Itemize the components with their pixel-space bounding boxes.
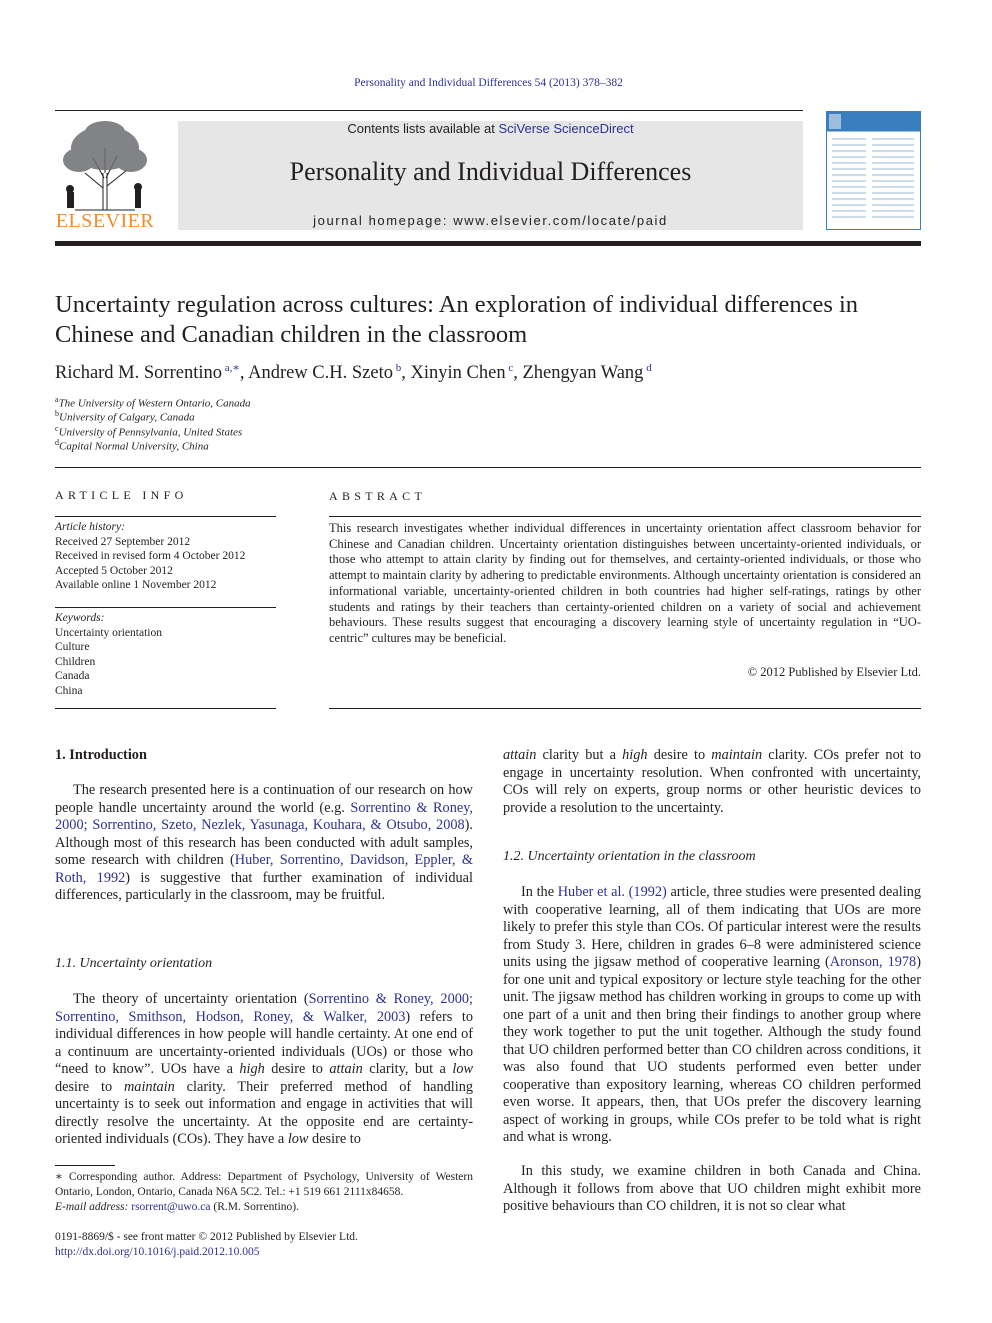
journal-cover-thumbnail[interactable] xyxy=(826,111,921,230)
text-run: desire to xyxy=(264,1061,330,1077)
text-run: ) for one unit and typical expository or lecture style teaching for the other unit. The jigsaw method has children working in groups to come up with one part of a unit and then bring their findings to another group where they work together to put the unit together. Although the study found that UO children performed better than CO children across conditions, it was also found that UO students performed even better under cooperative than expository learning, whereas CO children performed even worse. It appears, then, that UOs prefer the discovery learning aspect of working in groups, while COs prefer to be told what is right and what is wrong. xyxy=(503,954,921,1145)
abstract-heading: ABSTRACT xyxy=(329,489,427,503)
emphasized-text: high xyxy=(239,1061,265,1077)
history-label: Article history: xyxy=(55,521,125,533)
affiliation-rule xyxy=(55,467,921,468)
emphasized-text: maintain xyxy=(123,1078,175,1095)
author-name[interactable]: Andrew C.H. Szeto xyxy=(248,363,393,384)
article-info-rule-top xyxy=(55,516,276,517)
author-name[interactable]: Zhengyan Wang xyxy=(522,363,644,384)
author-name[interactable]: Richard M. Sorrentino xyxy=(55,363,222,384)
study-paragraph xyxy=(503,1163,921,1216)
email-label: E-mail address: xyxy=(55,1201,129,1213)
article-history xyxy=(55,520,276,593)
text-run: clarity but a xyxy=(536,747,623,763)
co-paragraph xyxy=(503,747,921,817)
keyword: Canada xyxy=(55,670,90,682)
author-separator: , xyxy=(239,363,249,384)
keywords-label: Keywords: xyxy=(55,612,105,624)
keyword-list xyxy=(55,626,276,699)
affiliation-d: $^d$Capital Normal University, China xyxy=(55,438,209,453)
top-rule xyxy=(55,110,803,111)
emphasized-text: attain xyxy=(329,1061,363,1077)
sciencedirect-link[interactable]: SciVerse ScienceDirect xyxy=(498,121,634,136)
abstract-text: This research investigates whether individual differences in uncertainty orientation affect classroom behavior for Chinese and Canadian children. Uncertainty orientation distinguishes between uncertainty-oriented individuals, or those who attempt to attain clarity by finding out for themselves, and certainty-oriented individuals, or those who attempt to maintain clarity by adhering to predictable environments. Although uncertainty orientation is considered an informational variable, uncertainty-oriented children in both countries had higher self-ratings, ratings by other students and ratings by their teachers than certainty-oriented children on a variety of social and achievement behaviours. These results suggest that encouraging a discovery learning style of uncertainty regulation in “UO-centric” cultures may be beneficial. xyxy=(329,521,921,645)
history-entry: Received in revised form 4 October 2012 xyxy=(55,550,246,562)
text-run: In the xyxy=(521,884,558,900)
article-info-heading: ARTICLE INFO xyxy=(55,488,188,502)
emphasized-text: low xyxy=(452,1061,474,1077)
citation-link[interactable]: Sorrentino & Roney, 2000; Sorrentino, Szeto, Nezlek, Yasunaga, Kouhara, & Otsubo, 2008 xyxy=(55,799,473,833)
author-affiliation-marker[interactable]: b xyxy=(393,362,402,374)
footnote-rule xyxy=(55,1165,115,1166)
text-run: ) refers to individual differences in how people will handle certainty. At one end of a continuum are uncertainty-oriented individuals (UOs) or those who “need to know”. UOs have a xyxy=(55,1008,473,1077)
author-affiliation-marker[interactable]: d xyxy=(643,362,652,374)
doi-link[interactable]: http://dx.doi.org/10.1016/j.paid.2012.10.005 xyxy=(55,1246,260,1258)
running-head[interactable]: Personality and Individual Differences 54 (2013) 378–382 xyxy=(354,77,623,89)
keyword: China xyxy=(55,684,83,697)
text-run: desire to xyxy=(55,1078,124,1095)
section-1-1-heading: 1.1. Uncertainty orientation xyxy=(55,956,213,971)
text-run: The theory of uncertainty orientation ( xyxy=(73,991,309,1007)
text-run: The research presented here is a continuation of our research on how people handle uncertainty around the world (e.g. xyxy=(55,782,473,816)
history-entry: Received 27 September 2012 xyxy=(55,535,191,548)
emphasized-text: low xyxy=(287,1131,309,1147)
issn-line: 0191-8869/$ - see front matter © 2012 Published by Elsevier Ltd. xyxy=(55,1231,358,1243)
classroom-paragraph xyxy=(503,884,921,1147)
history-list xyxy=(55,535,276,593)
author-separator: , xyxy=(401,363,411,384)
keyword: Culture xyxy=(55,641,90,653)
footnote-text: Corresponding author. Address: Department of Psychology, University of Western Ontario, London, Ontario, Canada N6A 5C2. Tel.: +1 519 661 2111x84658. xyxy=(55,1171,473,1198)
text-run: In this study, we examine children in both Canada and China. Although it follows from above that UO children might exhibit more positive behaviours than CO children, it is not so clear what xyxy=(503,1163,921,1214)
elsevier-wordmark: ELSEVIER xyxy=(55,210,155,232)
author-separator: , xyxy=(513,363,523,384)
text-run: clarity. Their preferred method of handling uncertainty is to seek out information and engage in activities that will directly resolve the uncertainty. At the opposite end are certainty-oriented individuals (COs). They have a xyxy=(55,1078,474,1147)
abstract-rule-top xyxy=(329,516,921,517)
article-info-rule-mid xyxy=(55,607,276,608)
journal-homepage[interactable]: journal homepage: www.elsevier.com/locate/paid xyxy=(313,213,668,228)
emphasized-text: maintain xyxy=(711,747,763,763)
email-suffix: (R.M. Sorrentino). xyxy=(210,1201,299,1213)
citation-link[interactable]: Aronson, 1978 xyxy=(829,954,917,970)
contents-line xyxy=(178,121,803,136)
section-1-2-heading: 1.2. Uncertainty orientation in the classroom xyxy=(503,849,756,864)
text-run: desire to xyxy=(308,1131,361,1147)
front-matter xyxy=(55,1230,358,1260)
abstract-rule-bottom xyxy=(329,708,921,709)
affiliation-b: $^b$University of Calgary, Canada xyxy=(55,409,195,424)
text-run: article, three studies were presented dealing with cooperative learning, all of them indicating that UOs are more likely to prefer this style than COs. Of particular interest were the results from Study 3. Here, children in grades 6–8 were administered science units using the jigsaw method of cooperative learning ( xyxy=(503,884,921,970)
author-affiliation-marker[interactable]: a,∗ xyxy=(222,362,240,374)
emphasized-text: high xyxy=(622,747,648,763)
article-title: Uncertainty regulation across cultures: An exploration of individual differences in Chinese and Canadian children in the classroom xyxy=(55,291,859,348)
emphasized-text: attain xyxy=(503,747,537,763)
history-entry: Accepted 5 October 2012 xyxy=(55,564,173,577)
affiliation-a: $^a$The University of Western Ontario, Canada xyxy=(55,395,251,410)
text-run: ) is suggestive that further examination of individual differences, particularly in the classroom, may be fruitful. xyxy=(55,869,473,903)
citation-link[interactable]: Sorrentino & Roney, 2000; Sorrentino, Smithson, Hodson, Roney, & Walker, 2003 xyxy=(55,991,473,1025)
abstract-copyright: © 2012 Published by Elsevier Ltd. xyxy=(747,665,921,679)
corresponding-author-footnote xyxy=(55,1170,473,1215)
text-run: clarity, but a xyxy=(362,1061,453,1077)
keywords-block xyxy=(55,611,276,698)
author-list xyxy=(55,361,935,384)
keyword: Uncertainty orientation xyxy=(55,626,162,639)
journal-name: Personality and Individual Differences xyxy=(289,157,692,186)
article-info-rule-bottom xyxy=(55,708,276,709)
text-run: clarity. COs prefer not to engage in uncertainty resolution. When confronted with uncertainty, COs will rely on experts, group norms or other heuristic devices to provide a resolution to the uncertainty. xyxy=(503,747,921,816)
author-affiliation-marker[interactable]: c xyxy=(505,362,514,374)
text-run: ). Although most of this research has been conducted with adult samples, some research with children ( xyxy=(55,817,473,868)
affiliation-c: $^c$University of Pennsylvania, United States xyxy=(55,424,243,439)
history-entry: Available online 1 November 2012 xyxy=(55,579,217,591)
email-link[interactable]: rsorrent@uwo.ca xyxy=(131,1201,211,1213)
citation-link[interactable]: Huber, Sorrentino, Davidson, Eppler, & Roth, 1992 xyxy=(55,852,473,886)
keyword: Children xyxy=(55,655,96,668)
citation-link[interactable]: Huber et al. (1992) xyxy=(557,884,667,900)
intro-paragraph xyxy=(55,782,473,905)
uo-theory-paragraph xyxy=(55,991,473,1149)
text-run: desire to xyxy=(647,747,712,763)
section-1-heading: 1. Introduction xyxy=(55,747,147,763)
footnote-marker: ∗ xyxy=(55,1171,63,1183)
contents-prefix: Contents lists available at xyxy=(347,121,499,136)
author-name[interactable]: Xinyin Chen xyxy=(410,363,506,384)
header-thick-rule xyxy=(55,241,921,246)
